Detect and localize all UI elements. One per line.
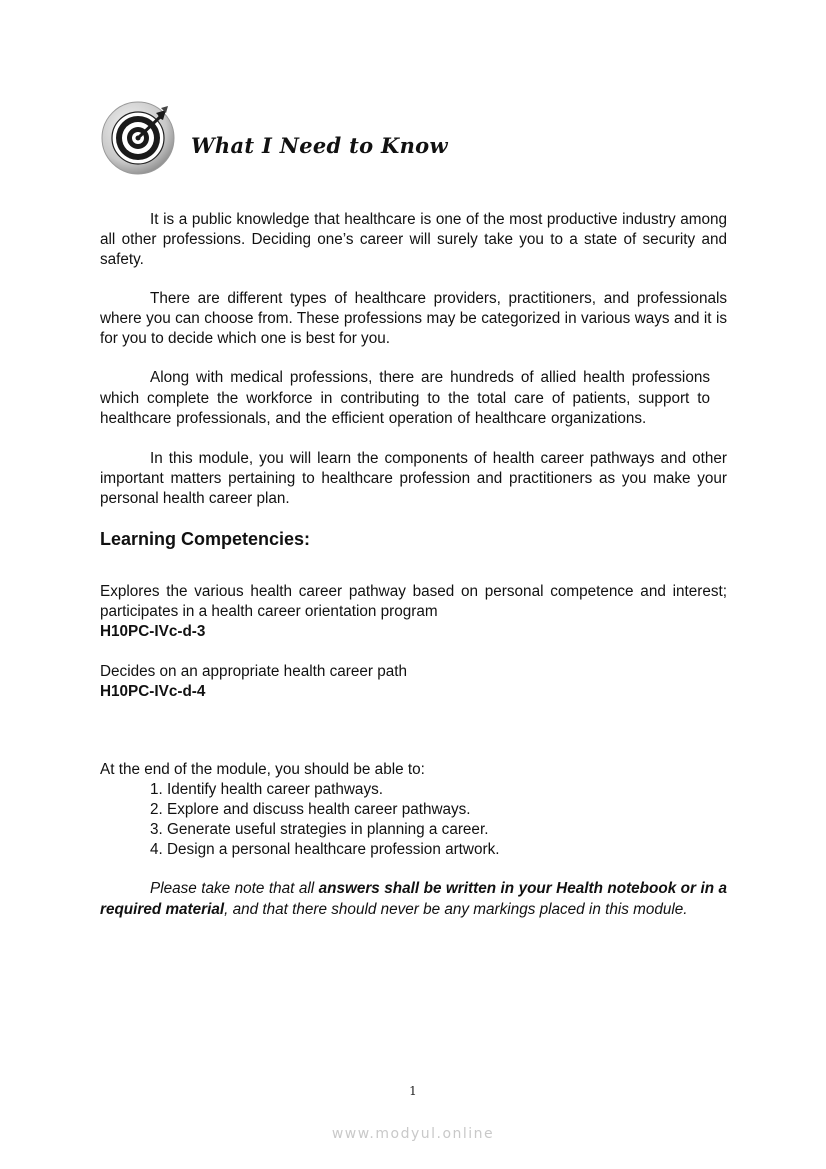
competency-item <box>100 662 727 702</box>
competency-text: Decides on an appropriate health career path <box>100 662 407 680</box>
objective-item: 4. Design a personal healthcare profession artwork. <box>150 840 500 858</box>
note-text-end: , and that there should never be any markings placed in this module. <box>224 901 688 918</box>
section-title: What I Need to Know <box>191 133 448 158</box>
page-number: 1 <box>409 1084 417 1098</box>
objective-item: 2. Explore and discuss health career pathways. <box>150 800 471 818</box>
competency-code: H10PC-IVc-d-3 <box>100 622 206 640</box>
note-text-start: Please take note that all <box>150 879 319 897</box>
module-content <box>100 210 727 921</box>
target-icon <box>100 100 176 176</box>
section-header <box>100 100 176 176</box>
intro-paragraph: It is a public knowledge that healthcare is one of the most productive industry among all other professions. Deciding one’s career will surely take you to a state of security and safety. <box>100 211 727 268</box>
learning-competencies-heading: Learning Competencies: <box>100 528 311 549</box>
providers-paragraph: There are different types of healthcare providers, practitioners, and professionals where you can choose from. These professions may be categorized in various ways and it is for you to decide which one is best for you. <box>100 290 727 347</box>
module-overview-paragraph: In this module, you will learn the components of health career pathways and other important matters pertaining to healthcare profession and practitioners as you make your personal health career plan. <box>100 449 727 507</box>
watermark: www.modyul.online <box>331 1126 495 1142</box>
objective-item: 3. Generate useful strategies in planning a career. <box>150 820 489 838</box>
allied-professions-paragraph: Along with medical professions, there are hundreds of allied health professions which complete the workforce in contributing to the total care of patients, support to healthcare professionals, and the efficient operation of healthcare organizations. <box>100 369 710 427</box>
note-emphasis: answers shall be written in your Health notebook or in a required material <box>100 879 728 918</box>
objectives-intro: At the end of the module, you should be able to: <box>100 760 425 778</box>
competency-item <box>100 582 727 642</box>
instruction-note <box>100 878 727 921</box>
objective-item: 1. Identify health career pathways. <box>150 780 383 798</box>
competency-text: Explores the various health career pathway based on personal competence and interest; participates in a health career orientation program <box>100 582 727 620</box>
objectives-list <box>100 780 727 860</box>
competency-code: H10PC-IVc-d-4 <box>100 682 206 700</box>
